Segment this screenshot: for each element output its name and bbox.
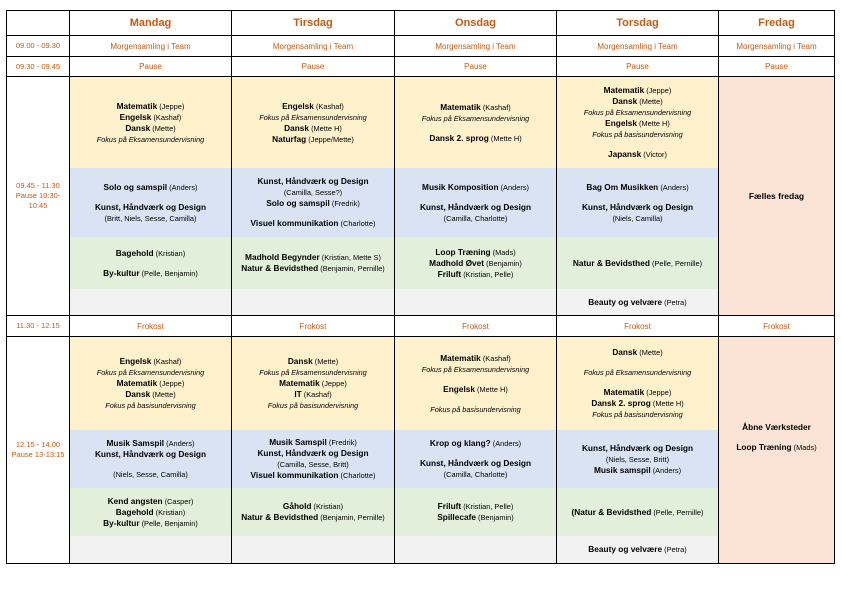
- time-block2-main: 12.15 - 14.00: [15, 440, 61, 449]
- course-name: Dansk 2. sprog: [591, 398, 651, 408]
- focus-note: Fokus på Eksamensundervisning: [259, 368, 367, 377]
- teacher-names: (Jeppe): [157, 379, 185, 388]
- focus-note: Fokus på Eksamensundervisning: [96, 134, 205, 144]
- course-entry: [429, 258, 522, 269]
- course-name: Dansk: [284, 122, 310, 133]
- b1-blue-torsdag: [557, 168, 718, 237]
- course-name: Dansk: [125, 122, 151, 133]
- course-entry: [586, 182, 688, 193]
- course-name: Madhold Øvet: [429, 257, 485, 268]
- course-name: Musik Samspil: [106, 438, 165, 448]
- course-name: Gåhold: [282, 501, 312, 511]
- teacher-names: (Anders): [650, 465, 682, 475]
- course-name: Solo og samspil: [103, 181, 168, 192]
- teacher-names: (Kristian): [153, 248, 186, 258]
- teacher-names: (Mette): [312, 357, 339, 366]
- teacher-names: (Kristian): [153, 507, 186, 517]
- lunch-fredag: Frokost: [763, 321, 790, 331]
- b1-green-torsdag: [557, 237, 718, 289]
- course-name: Kunst, Håndværk og Design: [94, 449, 207, 459]
- course-entry: [95, 202, 206, 213]
- course-name: Krop og klang?: [429, 438, 491, 448]
- teacher-names: (Anders): [167, 182, 198, 192]
- course-entry: [282, 101, 344, 112]
- focus-note: Fokus på basisundervisning: [105, 401, 196, 410]
- course-entry: [438, 501, 514, 512]
- course-name: Åbne Værksteder: [742, 421, 811, 432]
- teacher-names: (Anders): [498, 182, 529, 192]
- teacher-names: (Fredrik): [326, 438, 357, 447]
- teacher-names: (Mette H): [474, 384, 508, 394]
- teacher-names: (Mette H): [488, 133, 522, 143]
- teacher-names: (Jeppe): [644, 388, 672, 397]
- course-entry: [605, 118, 670, 129]
- teacher-names: (Pelle, Benjamin): [139, 518, 198, 528]
- course-entry: [443, 384, 508, 395]
- teacher-names: (Niels, Sesse, Britt): [605, 454, 670, 464]
- course-name: Bag Om Musikken: [586, 181, 659, 192]
- course-name: Dansk 2. sprog: [429, 132, 489, 143]
- course-entry: [95, 449, 206, 460]
- teacher-names: (Camilla, Sesse?): [283, 188, 343, 197]
- course-name: By-kultur: [103, 267, 140, 278]
- morning-tirsdag: Morgensamling i Team: [272, 41, 354, 51]
- course-name: Friluft: [437, 501, 462, 511]
- course-name: Natur & Bevidsthed: [241, 263, 319, 273]
- b1-yellow-torsdag: [557, 77, 718, 168]
- course-entry: [117, 378, 185, 389]
- course-name: Kunst, Håndværk og Design: [257, 448, 369, 458]
- course-entry: [430, 438, 521, 449]
- header-fredag: Fredag: [758, 17, 795, 29]
- course-name: Matematik: [116, 100, 158, 111]
- course-name: Natur & Bevidsthed: [241, 512, 319, 522]
- course-name: Dansk: [612, 96, 638, 106]
- teacher-names: (Pelle, Benjamin): [139, 268, 198, 278]
- course-entry: [125, 389, 175, 400]
- course-name: Matematik: [603, 85, 645, 95]
- focus-note: Fokus på Eksamensundervisning: [583, 108, 692, 117]
- course-entry: [572, 507, 704, 518]
- course-entry: [120, 356, 182, 367]
- pause-tirsdag: Pause: [301, 62, 325, 71]
- course-name: Naturfag: [272, 133, 307, 144]
- header-torsdag: Torsdag: [616, 17, 659, 29]
- lunch-torsdag: Frokost: [624, 321, 651, 331]
- teacher-names: (Pelle, Pernille): [651, 507, 704, 517]
- time-block1: [7, 77, 69, 315]
- course-entry: [440, 102, 511, 113]
- course-name: Engelsk: [282, 100, 314, 111]
- course-name: Musik Samspil: [269, 437, 327, 447]
- teacher-names: (Petra): [662, 545, 687, 554]
- course-entry: [612, 96, 662, 107]
- teacher-names: (Benjamin, Pernille): [318, 264, 385, 273]
- b2-yellow-mandag: [70, 337, 231, 430]
- course-entry: [241, 263, 385, 274]
- course-name: IT: [294, 389, 302, 399]
- teacher-names: (Kristian, Pelle): [461, 502, 514, 511]
- course-name: Natur & Bevidsthed: [572, 257, 650, 268]
- lunch-tirsdag: Frokost: [299, 321, 327, 331]
- teacher-names: (Mette): [150, 390, 176, 399]
- course-entry: [612, 213, 662, 224]
- teacher-names: (Jeppe): [157, 101, 185, 111]
- focus-note: Fokus på Eksamensundervisning: [421, 113, 530, 123]
- teacher-names: (Niels, Sesse, Camilla): [113, 470, 188, 479]
- course-entry: [742, 422, 811, 433]
- time-block2: [7, 337, 69, 563]
- morning-torsdag: Morgensamling i Team: [597, 41, 678, 51]
- teacher-names: (Kashaf): [301, 390, 332, 399]
- teacher-names: (Mette): [637, 97, 663, 106]
- teacher-names: (Kristian, Pelle): [461, 269, 514, 279]
- course-entry: [588, 297, 686, 308]
- course-entry: [736, 442, 816, 453]
- b2-blue-mandag: [70, 430, 231, 488]
- course-entry: [116, 248, 185, 259]
- header-onsdag: Onsdag: [455, 17, 496, 29]
- course-entry: [440, 353, 511, 364]
- focus-note: Fokus på basisundervisning: [430, 404, 521, 414]
- course-entry: [573, 258, 702, 269]
- course-name: Kunst, Håndværk og Design: [581, 442, 694, 453]
- b1-green-mandag: [70, 237, 231, 289]
- course-entry: [125, 123, 175, 134]
- teacher-names: (Anders): [658, 182, 689, 192]
- teacher-names: (Mette H): [650, 399, 684, 408]
- pause-onsdag: Pause: [464, 62, 487, 71]
- teacher-names: (Camilla, Charlotte): [443, 213, 508, 223]
- course-entry: [422, 182, 529, 193]
- course-name: Bagehold: [115, 247, 154, 258]
- course-name: By-kultur: [103, 517, 140, 528]
- b1-yellow-mandag: [70, 77, 231, 168]
- course-name: Spillecafe: [437, 512, 476, 522]
- teacher-names: (Mette): [637, 348, 663, 357]
- course-entry: [245, 252, 381, 263]
- b1-green-tirsdag: [232, 237, 394, 289]
- focus-note: Fokus på Eksamensundervisning: [421, 364, 530, 374]
- b1-yellow-tirsdag: [232, 77, 394, 168]
- teacher-names: (Britt, Niels, Sesse, Camilla): [104, 213, 197, 223]
- course-entry: [103, 268, 198, 279]
- teacher-names: (Anders): [164, 439, 195, 448]
- course-name: Solo og samspil: [266, 198, 330, 208]
- course-entry: [606, 454, 669, 465]
- course-entry: [429, 133, 521, 144]
- pause-torsdag: Pause: [626, 62, 649, 71]
- course-entry: [588, 544, 686, 555]
- course-name: Matematik: [440, 101, 481, 112]
- course-name: Loop Træning: [736, 441, 792, 452]
- teacher-names: (Casper): [162, 496, 194, 506]
- course-name: Musik Komposition: [422, 181, 499, 192]
- course-entry: [420, 458, 531, 469]
- time-block1-main: 09.45 - 11.30: [16, 181, 60, 190]
- course-entry: [604, 387, 672, 398]
- course-entry: [251, 218, 376, 229]
- teacher-names: (Benjamin, Pernille): [318, 513, 385, 522]
- course-name: Dansk: [125, 389, 151, 399]
- course-entry: [103, 518, 198, 529]
- teacher-names: (Kristian, Mette S): [319, 253, 381, 262]
- teacher-names: (Petra): [662, 297, 687, 307]
- course-name: Bagehold: [115, 506, 154, 517]
- course-entry: [288, 356, 338, 367]
- b2-gray-torsdag: [557, 536, 718, 563]
- morning-fredag: Morgensamling i Team: [736, 41, 817, 51]
- time-block1-pause: Pause 10:30-: [15, 191, 61, 200]
- header-tirsdag: Tirsdag: [293, 17, 333, 29]
- teacher-names: (Benjamin): [484, 258, 522, 268]
- course-name: Dansk: [612, 347, 638, 357]
- course-entry: [444, 213, 508, 224]
- schedule-table: [6, 10, 835, 564]
- course-entry: [269, 437, 357, 448]
- course-entry: [435, 247, 515, 258]
- teacher-names: (Mads): [490, 247, 516, 257]
- course-name: Dansk: [287, 356, 313, 366]
- course-entry: [437, 512, 514, 523]
- course-entry: [284, 187, 342, 198]
- course-name: Engelsk: [605, 118, 637, 128]
- teacher-names: (Mette H): [636, 119, 670, 128]
- course-name: Kunst, Håndværk og Design: [419, 458, 532, 468]
- b1-gray-torsdag: [557, 289, 718, 315]
- b2-blue-onsdag: [395, 430, 556, 488]
- course-name: Loop Træning: [435, 246, 491, 257]
- course-entry: [272, 134, 354, 145]
- b2-yellow-onsdag: [395, 337, 556, 430]
- b1-yellow-onsdag: [395, 77, 556, 168]
- teacher-names: (Niels, Camilla): [612, 213, 663, 223]
- course-entry: [420, 202, 531, 213]
- course-entry: [294, 389, 331, 400]
- course-entry: [591, 398, 683, 409]
- teacher-names: (Anders): [490, 439, 522, 448]
- focus-note: Fokus på basisundervisning: [592, 130, 683, 139]
- time-block1-pause-end: 10:45: [28, 201, 48, 210]
- course-entry: [257, 176, 368, 187]
- course-name: Kunst, Håndværk og Design: [419, 201, 532, 212]
- course-name: Visuel kommunikation: [250, 218, 339, 228]
- course-name: (Natur & Bevidsthed: [571, 506, 652, 517]
- teacher-names: (Kristian): [311, 502, 344, 511]
- pause-mandag: Pause: [139, 62, 162, 71]
- b1-fredag: Fælles fredag: [748, 191, 805, 201]
- teacher-names: (Charlotte): [338, 219, 376, 228]
- course-entry: [266, 198, 360, 209]
- b1-blue-onsdag: [395, 168, 556, 237]
- course-name: Kunst, Håndværk og Design: [257, 176, 369, 186]
- course-entry: [284, 123, 342, 134]
- course-entry: [608, 149, 667, 160]
- course-entry: [283, 501, 343, 512]
- teacher-names: (Kashaf): [480, 353, 511, 363]
- teacher-names: (Camilla, Charlotte): [443, 470, 508, 479]
- course-entry: [113, 469, 188, 480]
- course-name: Japansk: [608, 149, 642, 159]
- course-entry: [582, 202, 693, 213]
- course-entry: [604, 85, 672, 96]
- course-entry: [444, 469, 508, 480]
- teacher-names: (Victor): [641, 150, 667, 159]
- b2-blue-tirsdag: [232, 430, 394, 488]
- course-name: Kend angsten: [107, 495, 163, 506]
- course-entry: [106, 438, 194, 449]
- course-entry: [103, 182, 197, 193]
- b2-blue-torsdag: [557, 430, 718, 488]
- pause-fredag: Pause: [765, 62, 788, 71]
- course-name: Matematik: [603, 387, 645, 397]
- teacher-names: (Mads): [791, 442, 817, 452]
- lunch-onsdag: Frokost: [462, 321, 489, 331]
- teacher-names: (Camilla, Sesse, Britt): [277, 460, 349, 469]
- morning-onsdag: Morgensamling i Team: [435, 41, 516, 51]
- b1-blue-mandag: [70, 168, 231, 237]
- course-name: Madhold Begynder: [245, 252, 320, 262]
- course-entry: [612, 347, 662, 358]
- course-entry: [582, 443, 693, 454]
- time-lunch: 11.30 - 12.15: [16, 321, 60, 330]
- course-name: Friluft: [437, 268, 462, 279]
- teacher-names: (Benjamin): [475, 513, 514, 522]
- course-entry: [116, 507, 185, 518]
- course-name: Visuel kommunikation: [250, 470, 339, 480]
- b1-green-onsdag: [395, 237, 556, 289]
- course-entry: [257, 448, 368, 459]
- header-mandag: Mandag: [129, 17, 172, 29]
- course-entry: [241, 512, 385, 523]
- lunch-mandag: Frokost: [137, 321, 164, 331]
- teacher-names: (Kashaf): [313, 101, 344, 111]
- course-name: Engelsk: [119, 356, 152, 366]
- course-name: Beauty og velvære: [588, 296, 663, 307]
- course-name: Engelsk: [443, 383, 475, 394]
- focus-note: Fokus på basisundervisning: [267, 401, 359, 410]
- course-entry: [279, 378, 347, 389]
- course-entry: [108, 496, 194, 507]
- time-block2-pause: Pause 13-13:15: [11, 450, 65, 459]
- b2-yellow-tirsdag: [232, 337, 394, 430]
- time-morning: 09.00 - 09.30: [15, 41, 61, 50]
- b1-blue-tirsdag: [232, 168, 394, 237]
- teacher-names: (Pelle, Pernille): [649, 258, 703, 268]
- b2-green-mandag: [70, 488, 231, 536]
- course-entry: [251, 470, 376, 481]
- course-entry: [438, 269, 514, 280]
- b2-fredag: [719, 337, 834, 537]
- time-pause: 09.30 - 09.45: [15, 61, 61, 71]
- b2-yellow-torsdag: [557, 337, 718, 430]
- course-name: Kunst, Håndværk og Design: [94, 201, 207, 212]
- b2-green-tirsdag: [232, 488, 394, 536]
- course-name: Beauty og velvære: [588, 544, 663, 554]
- course-entry: [117, 101, 185, 112]
- course-entry: [120, 112, 182, 123]
- teacher-names: (Mette H): [309, 123, 342, 133]
- course-name: Matematik: [279, 378, 320, 388]
- course-entry: [594, 465, 681, 476]
- course-name: Kunst, Håndværk og Design: [581, 201, 694, 212]
- teacher-names: (Kashaf): [151, 357, 182, 366]
- course-entry: [277, 459, 348, 470]
- course-name: Matematik: [116, 378, 158, 388]
- focus-note: Fokus på basisundervisning: [592, 410, 683, 419]
- teacher-names: (Jeppe/Mette): [306, 134, 354, 144]
- b2-green-onsdag: [395, 488, 556, 536]
- teacher-names: (Jeppe): [644, 86, 672, 95]
- teacher-names: (Kashaf): [151, 112, 182, 122]
- focus-note: Fokus på Eksamensundervisning: [96, 368, 205, 377]
- course-name: Musik samspil: [593, 464, 651, 475]
- course-name: Matematik: [440, 352, 481, 363]
- teacher-names: (Fredrik): [329, 199, 360, 208]
- focus-note: Fokus på Eksamensundervisning: [259, 112, 367, 122]
- teacher-names: (Mette): [150, 123, 176, 133]
- b2-green-torsdag: [557, 488, 718, 536]
- teacher-names: (Kashaf): [480, 102, 511, 112]
- teacher-names: (Jeppe): [319, 379, 347, 388]
- course-name: Engelsk: [119, 111, 152, 122]
- morning-mandag: Morgensamling i Team: [110, 41, 191, 51]
- focus-note: Fokus på Eksamensundervisning: [583, 368, 692, 377]
- teacher-names: (Charlotte): [338, 471, 376, 480]
- course-entry: [105, 213, 197, 224]
